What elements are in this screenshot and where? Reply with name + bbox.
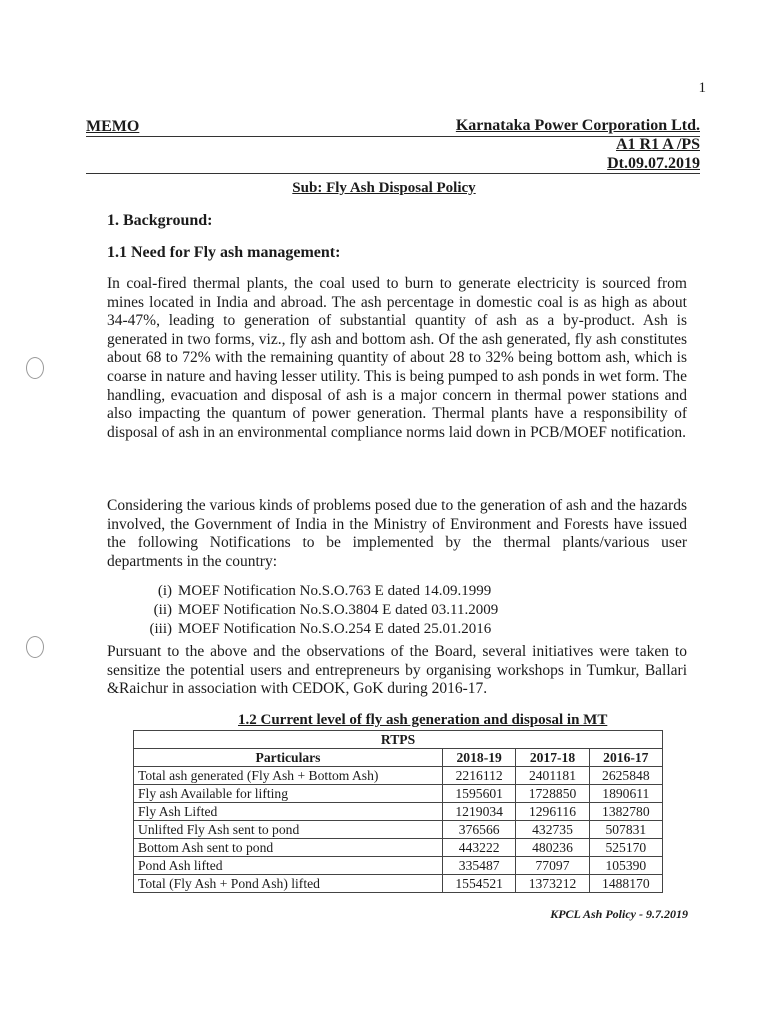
memo-date: Dt.09.07.2019	[607, 155, 700, 172]
table-group-header-row	[134, 731, 663, 749]
table-cell: Bottom Ash sent to pond	[134, 839, 443, 857]
list-item-number: (iii)	[149, 621, 172, 637]
organization-name: Karnataka Power Corporation Ltd.	[455, 117, 700, 134]
table-cell: Total ash generated (Fly Ash + Bottom Ash)	[134, 767, 443, 785]
table-cell: 525170	[589, 839, 662, 857]
table-cell: Fly ash Available for lifting	[134, 785, 443, 803]
table-cell: 1554521	[443, 875, 516, 893]
table-cell: 2625848	[589, 767, 662, 785]
column-header: 2018-19	[443, 749, 516, 767]
paragraph-initiatives: Pursuant to the above and the observations of the Board, several initiatives were taken to sensitize the potential users and entrepreneurs by organising workshops in Tumkur, Ballari &Raichur in association with CEDOK, GoK during 2016-17.	[107, 643, 687, 698]
table-row	[134, 839, 663, 857]
table-cell: 432735	[516, 821, 589, 839]
list-item-number: (i)	[157, 583, 172, 599]
background-heading: 1. Background:	[107, 212, 213, 229]
column-header: 2016-17	[589, 749, 662, 767]
table-row	[134, 767, 663, 785]
table-cell: 1595601	[443, 785, 516, 803]
table-cell: 1728850	[516, 785, 589, 803]
list-item	[132, 601, 498, 620]
table-cell: 1296116	[516, 803, 589, 821]
table-row	[134, 857, 663, 875]
table-title: 1.2 Current level of fly ash generation and disposal in MT	[238, 712, 608, 728]
reference-number: A1 R1 A /PS	[615, 136, 700, 153]
table-header-row	[134, 749, 663, 767]
table-cell: 1890611	[589, 785, 662, 803]
table-cell: 2216112	[443, 767, 516, 785]
memo-label: MEMO	[86, 118, 140, 135]
table-cell: 1373212	[516, 875, 589, 893]
table-row	[134, 821, 663, 839]
table-group-header: RTPS	[134, 731, 663, 749]
list-item-text: MOEF Notification No.S.O.763 E dated 14.09.1999	[178, 583, 492, 599]
page-number: 1	[698, 80, 706, 96]
table-cell: 105390	[589, 857, 662, 875]
table-cell: 1488170	[589, 875, 662, 893]
column-header: Particulars	[134, 749, 443, 767]
table-cell: Pond Ash lifted	[134, 857, 443, 875]
list-item-number: (ii)	[153, 602, 172, 618]
punch-hole-mark	[26, 636, 44, 658]
table-row	[134, 785, 663, 803]
table-cell: 77097	[516, 857, 589, 875]
column-header: 2017-18	[516, 749, 589, 767]
table-cell: Total (Fly Ash + Pond Ash) lifted	[134, 875, 443, 893]
punch-hole-mark	[26, 357, 44, 379]
table-cell: 2401181	[516, 767, 589, 785]
table-cell: 480236	[516, 839, 589, 857]
table-row	[134, 875, 663, 893]
table-cell: 376566	[443, 821, 516, 839]
list-item-text: MOEF Notification No.S.O.254 E dated 25.01.2016	[178, 621, 492, 637]
header-rule	[86, 136, 700, 137]
fly-ash-table	[133, 730, 663, 893]
table-cell: 1382780	[589, 803, 662, 821]
table-cell: 1219034	[443, 803, 516, 821]
table-cell: 443222	[443, 839, 516, 857]
paragraph-ash-generation: In coal-fired thermal plants, the coal used to burn to generate electricity is sourced from mines located in India and abroad. The ash percentage in domestic coal is as high as about 34-47%, leading to generation of substantial quantity of ash as a by-product. Ash is generated in two forms, viz., fly ash and bottom ash. Of the ash generated, fly ash constitutes about 68 to 72% with the remaining quantity of about 28 to 32% being bottom ash, which is coarse in nature and having lesser utility. This is being pumped to ash ponds in wet form. The handling, evacuation and disposal of ash is a major concern in thermal power stations and also impacting the quantum of power generation. Thermal plants have a responsibility of disposal of ash in an environmental compliance norms laid down in PCB/MOEF notification.	[107, 275, 687, 441]
notification-list	[132, 582, 498, 639]
footer-note: KPCL Ash Policy - 9.7.2019	[550, 907, 688, 921]
paragraph-notifications-intro: Considering the various kinds of problems posed due to the generation of ash and the hazards involved, the Government of India in the Ministry of Environment and Forests have issued the following Notifications to be implemented by the thermal plants/various user departments in the country:	[107, 497, 687, 570]
header-divider	[86, 173, 700, 174]
need-heading: 1.1 Need for Fly ash management:	[107, 244, 341, 261]
table-cell: Unlifted Fly Ash sent to pond	[134, 821, 443, 839]
table-row	[134, 803, 663, 821]
list-item	[132, 582, 498, 601]
table-cell: 507831	[589, 821, 662, 839]
list-item-text: MOEF Notification No.S.O.3804 E dated 03.11.2009	[178, 602, 499, 618]
table-cell: Fly Ash Lifted	[134, 803, 443, 821]
table-cell: 335487	[443, 857, 516, 875]
subject-line: Sub: Fly Ash Disposal Policy	[292, 180, 476, 196]
list-item	[132, 620, 498, 639]
